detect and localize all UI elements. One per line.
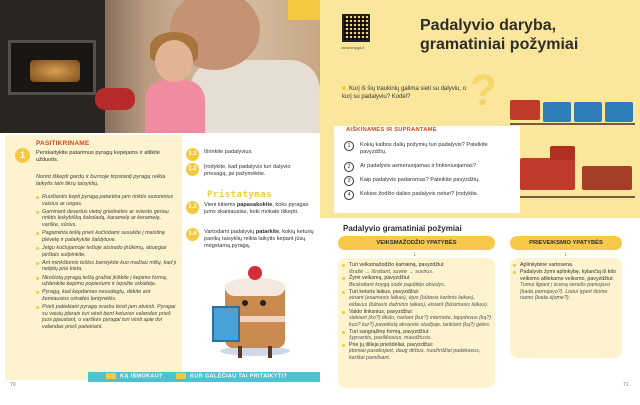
train-engine [520, 158, 575, 190]
lesson-title: AIŠKINAMĖS IR SUPRANTAME [334, 126, 520, 135]
question-number: 2 [344, 162, 354, 172]
cake-leg [238, 346, 242, 358]
cake-eye [242, 300, 248, 306]
step-text-part: Vartodami padalyvių [204, 229, 256, 235]
cake-eye [260, 300, 266, 306]
cake-frosting [225, 278, 285, 296]
feature-example: išrašė → išrašant, suvirė → suvirus. [349, 268, 434, 275]
man-figure [190, 60, 320, 133]
step-text-part: , koks pyragas jums skaniausias, koki mokate iškepti. [204, 202, 309, 216]
step-text-part: , kokių keturių panikų taisyklių reikia laikytis kepant jūsų mėgstamą pyragą. [204, 229, 314, 250]
bullet-icon [342, 86, 346, 90]
girl-figure [145, 80, 205, 133]
reflection-item-learned [106, 373, 163, 379]
page-number-left: 70 [10, 382, 16, 388]
arrow-down-icon: ↓ [564, 251, 568, 258]
feature-text: Turi sangrąžinę formą, pavyzdžiui: [349, 328, 430, 335]
rail [510, 123, 635, 125]
question-number: 4 [344, 190, 354, 200]
question-text: Ar padalyvis asmenuojamas ir linksniuojamas? [360, 163, 476, 169]
train-car [574, 102, 602, 122]
feature-text: Valdo linksnius, pavyzdžiui: [349, 308, 414, 315]
list-item: Ant minkštomis tešlos barstykite kuo mažiau miltų, kad ji neliptų prie kieta. [36, 260, 178, 273]
qr-code-icon[interactable] [342, 14, 370, 42]
list-item: Gaminant desertus vietoj grietinėlės ar sviesto geriau rinktis kokybišką šokoladą, karamelę ar keramelę, varške, sūrius. [36, 209, 178, 229]
question-text: Kokių kalbos dalių požymių turi padalyvis? Pateikite pavyzdžių. [360, 142, 488, 155]
page-title [420, 16, 620, 54]
train-car [582, 166, 632, 190]
train-cabin [550, 146, 575, 160]
list-item: Nkočiotą pyragą tešlą gražiai įkiškite į kepimo formą, uždenkite kepimo popieriumi ir lepslite orkaitėje. [36, 275, 178, 288]
step-keyword: papasakokite [236, 202, 273, 208]
list-item [342, 262, 494, 275]
tip-number-badge: 1 [15, 148, 30, 163]
corner-accent [288, 0, 320, 20]
step-number: 1.3 [186, 201, 199, 214]
verb-features-list [342, 262, 494, 362]
rail [520, 196, 635, 198]
feature-text: Prie jų išlieja priešdėliai, pavyzdžiui: [349, 341, 434, 348]
oven-mitt [95, 88, 135, 110]
reflection-item-apply [176, 373, 287, 379]
feature-example: įdomiai pasakojant, daug dirbus, nuožirdžiai padėkavus, karštai pamilsant. [349, 348, 481, 361]
adverb-features-header: PRIEVEIKSMIO YPATYBĖS [510, 236, 622, 250]
list-item [342, 342, 494, 362]
question-mark-icon: ? [470, 66, 497, 115]
feature-text: Aplinkybinė vartosena. [520, 262, 574, 268]
step-number: 1.2 [186, 163, 199, 176]
marker-icon [176, 373, 186, 379]
title-line: gramatiniai požymiai [420, 36, 579, 53]
tip-lead: Norint iškepti gardų ir burnoje tirpstantį pyragą reikia laikytis tam tikrų taisyklių. [36, 174, 166, 188]
baking-photo [0, 0, 320, 133]
list-item: Pagaminta tešlą prieš kočiodami susukite į maistinę plėvelę ir palaikykite šaldytuve. [36, 230, 178, 243]
list-item [342, 309, 494, 329]
step-keyword: patarkite [255, 229, 280, 235]
train-car [605, 102, 633, 122]
train-illustration-top [510, 96, 635, 126]
tip-list [36, 194, 178, 332]
section-title: Padalyvio gramatiniai požymiai [343, 224, 462, 233]
list-item [342, 275, 494, 288]
question-text: Kurį iš šių traukinių galima sieti su dalyviu, o kurį su padalyviu? Kodėl? [342, 86, 467, 100]
step-text [204, 202, 314, 216]
feature-example: einant (esamasis laikas), ėjus (būtasis kartinis laikas), eidavus (būtasis dažninis laikas), eisiant (būsimasis laikas). [349, 295, 489, 308]
marker-icon [106, 373, 116, 379]
verb-features-header: VEIKSMAŽODŽIO YPATYBĖS [338, 236, 495, 250]
list-item: Pyragą, kad kepdamas nesudegtų, dėkite ant žemiausios orkaitės lentynėlės. [36, 289, 178, 302]
cake-illustration [190, 258, 318, 378]
train-illustration-bottom [520, 140, 635, 210]
list-item [342, 289, 494, 309]
arrow-down-icon: ↓ [413, 251, 417, 258]
feature-text: Turi keturis laikus, pavyzdžiui: [349, 288, 420, 295]
question-text: Kokios žodžio dalies padalyvis neturi? Įrodykite. [360, 191, 479, 197]
list-item: Ruošiantis kepti pyragą patartina jam rinktis sezoninius vaisius ar uogas. [36, 194, 178, 207]
list-item [513, 269, 620, 302]
presentation-label: Pristatymas [207, 190, 273, 200]
reflection-label: KUR GALĖČIAU TAI PRITAIKYTI? [190, 373, 288, 380]
step-text [204, 229, 314, 251]
step-number: 1.4 [186, 228, 199, 241]
oven-glow [30, 60, 80, 82]
girl-head [155, 40, 193, 82]
question-text: Kaip padalyvis padaromas? Pateikite pavyzdžių. [360, 177, 480, 183]
tip-title: PASITIKRINAME [36, 140, 90, 147]
title-line: Padalyvio daryba, [420, 17, 557, 34]
reflection-label: KĄ IŠMOKAU? [120, 373, 163, 380]
qr-caption: www.knyga.lt [341, 45, 365, 50]
train-car [543, 102, 571, 122]
list-item: Prieš patiekiant pyragą svarbu leisti jam atvėsti. Pyragai su vaisių įdarais turi vėsti bent keturias valandas prieš juos pjaustant, o varškės pyragai turi vėsti apie dvi valandas prieš patiekiant. [36, 304, 178, 330]
feature-example: Tomui ilgiant į sceną senelis pamojavo (kada pamojavo?). Lietui lyjant išome namo (kada ėjome?). [520, 282, 611, 302]
adverb-features-list [513, 262, 620, 302]
list-item [342, 329, 494, 342]
feature-text: Padalyvis žymi aplinkybę, kylančią iš kito veiksmo atliekamo veiksmo, pavyzdžiui: [520, 269, 616, 282]
feature-text: Žymi veiksmą, pavyzdžiui: [349, 275, 411, 282]
list-item: Jeigu kočiojamoje tešloje atsirado įtrūkimų, atsargiai pirštais sulipinkite. [36, 245, 178, 258]
step-number: 1.1 [186, 148, 199, 161]
intro-question [342, 85, 472, 101]
feature-example: siekiant (ko?) tikslo, narlant (kur?) internete, tapydavus (ką?) kuo? kur?) paveikslą akvarele studijoje, lankiant (ką?) gėles. [349, 315, 492, 328]
feature-example: šypsantis, pasilikasius, maudžiusis. [349, 335, 433, 342]
cake-leg [268, 346, 272, 358]
step-text-part: Vieni kitiems [204, 202, 237, 208]
step-text: Įrodykite, kad padalyvis turi dalyvio priesagą, jai pažymėkite. [204, 164, 291, 178]
train-engine [510, 100, 540, 120]
question-number: 3 [344, 176, 354, 186]
feature-text: Turi veiksmažodžio kamieną, pavyzdžiui: [349, 262, 445, 268]
step-text: Išrinkite padalyvius. [204, 149, 253, 155]
page-number-right: 71 [623, 382, 629, 388]
book-icon [212, 306, 240, 342]
question-number: 1 [344, 141, 354, 151]
feature-example: Beskaitant knygą sode papūtėjo obuolys. [349, 281, 446, 288]
tip-intro: Perskaitykite patarimus pyragų kepėjams ir atlikite užduotis. [36, 150, 161, 164]
list-item [513, 262, 620, 269]
cherry-icon [248, 266, 262, 280]
